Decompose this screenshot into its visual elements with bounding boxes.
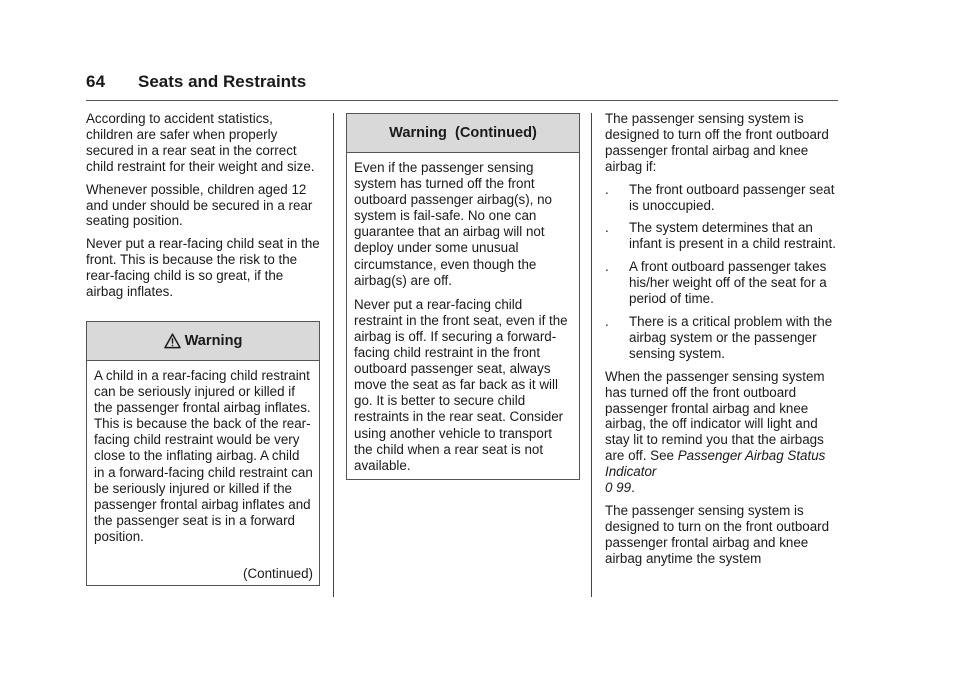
warning-continued-title: Warning (Continued) — [389, 125, 537, 141]
paragraph-statistics: According to accident statistics, children are safer when properly secured in a rear seat in the correct child restraint for their weight and size. — [86, 111, 315, 174]
paragraph-off-indicator: When the passenger sensing system has turned off the front outboard passenger frontal airbag and knee airbag, the off indicator will light and stay lit to remind you that the airbags are off. See Passenger Airbag Status Indicator 0 99. — [605, 368, 826, 496]
warning-box — [86, 321, 320, 586]
warning-triangle-icon — [164, 333, 181, 349]
list-item: . A front outboard passenger takes his/her weight off of the seat for a period of time. — [605, 259, 827, 307]
list-item: . The system determines that an infant is present in a child restraint. — [605, 220, 836, 252]
bullet-icon: . — [605, 313, 609, 329]
paragraph-sensing-on: The passenger sensing system is designed to turn on the front outboard passenger frontal airbag and knee airbag anytime the system — [605, 502, 830, 566]
column-right — [605, 111, 841, 574]
page-header — [86, 72, 838, 101]
warning-title: Warning — [184, 333, 243, 349]
page-reference[interactable]: 0 99 — [605, 480, 632, 496]
section-title: Seats and Restraints — [138, 72, 307, 91]
bullet-icon: . — [605, 220, 609, 236]
warning-header — [87, 322, 319, 361]
bullet-icon: . — [605, 259, 609, 275]
list-item: . The front outboard passenger seat is unoccupied. — [605, 181, 835, 213]
list-item: . There is a critical problem with the airbag system or the passenger sensing system. — [605, 313, 833, 361]
paragraph-rear-facing: Never put a rear-facing child seat in the front. This is because the risk to the rear-facing child is so great, if the airbag inflates. — [86, 236, 320, 300]
column-divider — [591, 113, 592, 597]
warning-continued-body — [347, 153, 579, 474]
column-left — [86, 111, 322, 307]
warning-continued-text-1: Even if the passenger sensing system has turned off the front outboard passenger airbag(s), no system is fail-safe. No one can guarantee that an airbag will not deploy under some unusual circumstance, even though the airbag(s) are off. — [354, 160, 553, 288]
bullet-icon: . — [605, 181, 609, 197]
warning-text: A child in a rear-facing child restraint can be seriously injured or killed if the passenger frontal airbag inflates. This is because the back of the rear-facing child restraint would be very close to the inflating airbag. A child in a forward-facing child restraint can be seriously injured or killed if the passenger frontal airbag inflates and the passenger seat is in a forward position. — [94, 368, 313, 544]
warning-continued-header — [347, 114, 579, 153]
continued-label: (Continued) — [243, 566, 313, 581]
warning-body — [87, 361, 319, 545]
warning-continued-box — [346, 113, 580, 480]
paragraph-age: Whenever possible, children aged 12 and under should be secured in a rear seating position. — [86, 181, 313, 229]
column-divider — [333, 113, 334, 597]
warning-continued-text-2: Never put a rear-facing child restraint in the front seat, even if the airbag is off. If securing a forward-facing child restraint in the front outboard passenger seat, always move the seat as far back as it will go. It is better to secure child restraints in the rear seat. Consider using another vehicle to transport the child when a rear seat is not available. — [354, 296, 568, 473]
page-number: 64 — [86, 72, 106, 91]
status-indicator-link[interactable]: Passenger Airbag Status Indicator — [605, 448, 826, 480]
condition-list — [605, 182, 841, 362]
paragraph-sensing-intro: The passenger sensing system is designed to turn off the front outboard passenger frontal airbag and knee airbag if: — [605, 111, 829, 174]
